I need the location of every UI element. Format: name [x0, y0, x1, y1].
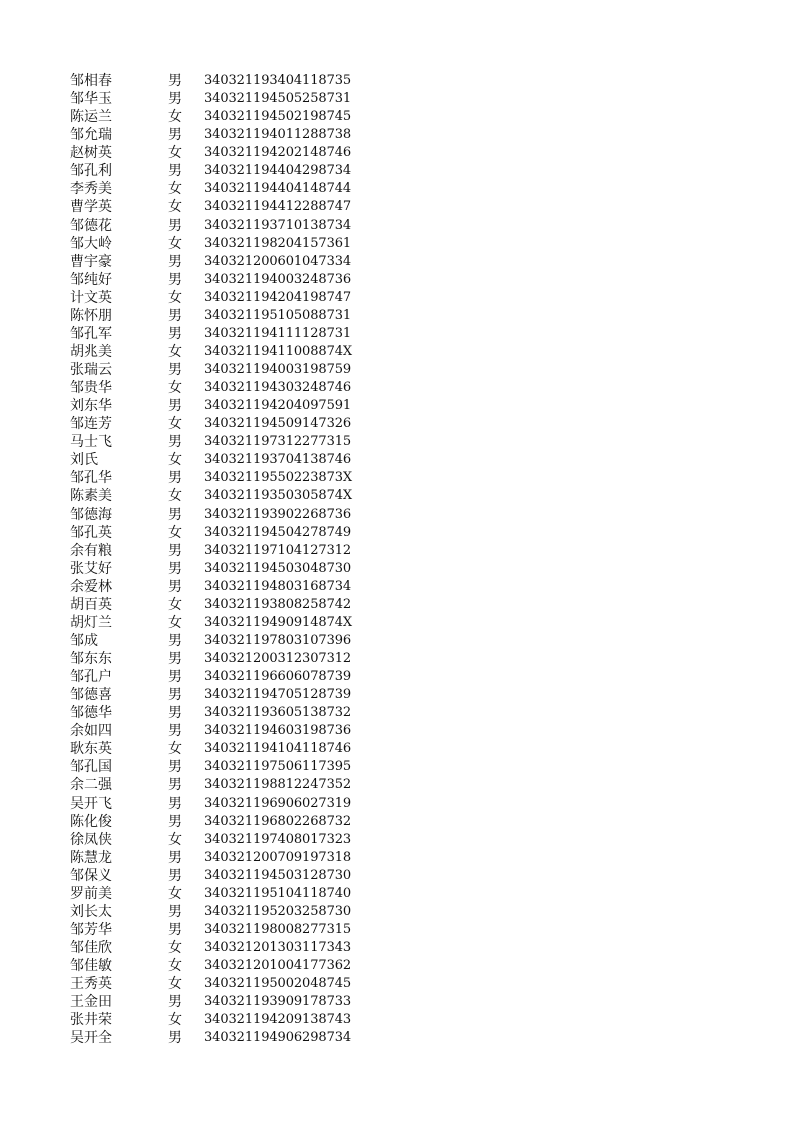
person-row — [70, 469, 352, 487]
person-row — [70, 921, 352, 939]
person-row — [70, 903, 352, 921]
person-id-number: 340321194502198745 — [204, 109, 352, 125]
person-row — [70, 271, 352, 289]
person-gender: 女 — [168, 958, 182, 975]
person-name: 邹大岭 — [70, 235, 112, 252]
person-row — [70, 217, 352, 235]
person-id-number: 340321194111128731 — [204, 325, 352, 341]
person-name: 余爱林 — [70, 578, 112, 595]
person-id-number: 340321194202148746 — [204, 145, 352, 161]
person-row — [70, 90, 352, 108]
person-name: 刘长太 — [70, 903, 112, 920]
person-id-number: 340321194906298734 — [204, 1030, 352, 1046]
person-name: 邹东东 — [70, 651, 112, 667]
person-name: 邹佳欣 — [70, 940, 112, 956]
person-name: 吴开全 — [70, 1030, 112, 1047]
person-id-number: 340321193605138732 — [204, 705, 352, 721]
person-gender: 女 — [168, 524, 182, 541]
person-gender: 男 — [168, 705, 182, 722]
person-gender: 女 — [168, 614, 182, 631]
person-name: 胡兆美 — [70, 343, 112, 360]
person-name: 邹相春 — [70, 73, 112, 89]
person-id-number: 340321196906027319 — [204, 795, 352, 811]
person-gender: 男 — [168, 307, 182, 324]
person-name: 邹佳敏 — [70, 958, 112, 975]
person-row — [70, 776, 352, 794]
person-id-number: 340321193808258742 — [204, 596, 352, 612]
person-id-number: 340321193404118735 — [204, 73, 352, 88]
person-name: 邹孔户 — [70, 669, 112, 686]
person-row — [70, 831, 352, 849]
person-gender: 女 — [168, 109, 182, 126]
person-id-number: 340321200709197318 — [204, 849, 352, 865]
person-id-number: 340321194505258731 — [204, 91, 352, 107]
person-row — [70, 524, 352, 542]
person-gender: 男 — [168, 506, 182, 523]
person-id-number: 340321195203258730 — [204, 903, 352, 919]
person-gender: 女 — [168, 976, 182, 993]
person-row — [70, 397, 352, 415]
person-gender: 男 — [168, 777, 182, 794]
person-row — [70, 993, 352, 1011]
person-name: 陈化俊 — [70, 813, 112, 830]
person-list — [70, 72, 352, 1047]
person-row — [70, 560, 352, 578]
person-name: 余如四 — [70, 723, 112, 740]
person-id-number: 340321194603198736 — [204, 723, 352, 739]
person-name: 罗前美 — [70, 885, 112, 902]
person-gender: 男 — [168, 849, 182, 866]
person-row — [70, 686, 352, 704]
person-name: 邹允瑞 — [70, 127, 112, 144]
person-gender: 女 — [168, 1012, 182, 1029]
person-id-number: 340321194404148744 — [204, 181, 352, 197]
person-gender: 女 — [168, 831, 182, 848]
person-row — [70, 758, 352, 776]
person-row — [70, 72, 352, 90]
person-name: 张瑞云 — [70, 362, 112, 378]
person-id-number: 34032119550223873X — [204, 470, 353, 486]
person-name: 吴开飞 — [70, 795, 112, 812]
person-id-number: 340321194204097591 — [204, 398, 352, 414]
person-name: 刘氏 — [70, 452, 98, 469]
person-row — [70, 379, 352, 397]
person-name: 邹成 — [70, 632, 98, 649]
person-name: 胡灯兰 — [70, 614, 112, 631]
person-gender: 男 — [168, 127, 182, 144]
person-id-number: 34032119490914874X — [204, 614, 353, 630]
person-name: 王秀英 — [70, 976, 112, 993]
person-name: 李秀美 — [70, 181, 112, 198]
person-gender: 男 — [168, 759, 182, 776]
person-gender: 男 — [168, 253, 182, 270]
person-id-number: 340321193909178733 — [204, 994, 352, 1010]
person-gender: 男 — [168, 271, 182, 288]
person-id-number: 34032119411008874X — [204, 343, 353, 359]
person-id-number: 340321194503048730 — [204, 560, 352, 576]
person-id-number: 340321198204157361 — [204, 235, 352, 251]
person-gender: 男 — [168, 470, 182, 487]
person-row — [70, 198, 352, 216]
person-name: 王金田 — [70, 994, 112, 1011]
person-id-number: 340321196606078739 — [204, 669, 352, 685]
person-gender: 女 — [168, 145, 182, 162]
person-row — [70, 108, 352, 126]
person-row — [70, 650, 352, 668]
person-id-number: 340321194412288747 — [204, 199, 352, 215]
person-gender: 男 — [168, 795, 182, 812]
person-gender: 男 — [168, 398, 182, 415]
person-row — [70, 144, 352, 162]
person-id-number: 340321197312277315 — [204, 434, 352, 450]
person-name: 邹德花 — [70, 217, 112, 234]
person-name: 余二强 — [70, 777, 112, 794]
person-gender: 男 — [168, 434, 182, 451]
person-row — [70, 957, 352, 975]
person-id-number: 340321201303117343 — [204, 940, 352, 955]
person-name: 徐凤侠 — [70, 831, 112, 848]
person-id-number: 340321193704138746 — [204, 452, 352, 468]
person-gender: 男 — [168, 73, 182, 89]
person-id-number: 340321197803107396 — [204, 632, 352, 648]
person-row — [70, 289, 352, 307]
person-gender: 男 — [168, 903, 182, 920]
person-name: 邹孔国 — [70, 759, 112, 776]
person-gender: 男 — [168, 217, 182, 234]
person-id-number: 340321193710138734 — [204, 217, 352, 233]
person-id-number: 340321198812247352 — [204, 777, 352, 793]
person-row — [70, 849, 352, 867]
person-gender: 男 — [168, 1030, 182, 1047]
person-name: 陈运兰 — [70, 109, 112, 126]
person-row — [70, 614, 352, 632]
person-gender: 女 — [168, 596, 182, 613]
person-name: 曹宇豪 — [70, 253, 112, 270]
person-gender: 男 — [168, 91, 182, 108]
person-gender: 女 — [168, 488, 182, 505]
person-gender: 女 — [168, 416, 182, 433]
person-id-number: 340321194803168734 — [204, 578, 352, 594]
person-id-number: 34032119350305874X — [204, 488, 353, 504]
person-row — [70, 487, 352, 505]
person-row — [70, 1029, 352, 1047]
person-id-number: 340321197506117395 — [204, 759, 352, 775]
person-name: 刘东华 — [70, 398, 112, 415]
person-row — [70, 433, 352, 451]
person-gender: 男 — [168, 542, 182, 559]
person-gender: 女 — [168, 235, 182, 252]
person-gender: 女 — [168, 940, 182, 956]
person-id-number: 340321194204198747 — [204, 289, 352, 305]
person-row — [70, 180, 352, 198]
person-gender: 男 — [168, 163, 182, 180]
person-id-number: 340321194003248736 — [204, 271, 352, 287]
person-name: 邹贵华 — [70, 380, 112, 397]
person-gender: 男 — [168, 921, 182, 938]
person-row — [70, 542, 352, 560]
person-row — [70, 506, 352, 524]
person-row — [70, 343, 352, 361]
person-row — [70, 722, 352, 740]
person-row — [70, 307, 352, 325]
person-id-number: 340321194705128739 — [204, 687, 352, 703]
person-id-number: 340321200601047334 — [204, 253, 352, 269]
person-gender: 男 — [168, 669, 182, 686]
person-gender: 女 — [168, 380, 182, 397]
person-id-number: 340321194503128730 — [204, 867, 352, 883]
person-gender: 男 — [168, 632, 182, 649]
person-gender: 男 — [168, 723, 182, 740]
person-name: 曹学英 — [70, 199, 112, 216]
person-id-number: 340321198008277315 — [204, 921, 352, 937]
person-gender: 女 — [168, 343, 182, 360]
person-id-number: 340321201004177362 — [204, 958, 352, 974]
person-name: 马士飞 — [70, 434, 112, 451]
person-name: 陈怀朋 — [70, 307, 112, 324]
person-row — [70, 668, 352, 686]
person-row — [70, 704, 352, 722]
person-row — [70, 975, 352, 993]
person-id-number: 340321194003198759 — [204, 362, 352, 377]
person-name: 邹孔军 — [70, 325, 112, 342]
person-gender: 女 — [168, 181, 182, 198]
person-id-number: 340321194303248746 — [204, 380, 352, 396]
person-gender: 男 — [168, 578, 182, 595]
person-row — [70, 451, 352, 469]
person-id-number: 340321197104127312 — [204, 542, 352, 558]
person-name: 计文英 — [70, 289, 112, 306]
person-gender: 男 — [168, 560, 182, 577]
person-name: 耿东英 — [70, 741, 112, 758]
person-id-number: 340321194104118746 — [204, 741, 352, 757]
person-row — [70, 162, 352, 180]
person-id-number: 340321197408017323 — [204, 831, 352, 847]
person-name: 胡百英 — [70, 596, 112, 613]
person-name: 邹孔利 — [70, 163, 112, 180]
person-name: 邹连芳 — [70, 416, 112, 433]
person-name: 邹纯好 — [70, 271, 112, 288]
person-id-number: 340321195104118740 — [204, 885, 352, 901]
person-row — [70, 939, 352, 957]
person-name: 邹德喜 — [70, 687, 112, 704]
person-name: 邹孔华 — [70, 470, 112, 487]
person-name: 邹孔英 — [70, 524, 112, 541]
person-row — [70, 867, 352, 885]
person-row — [70, 632, 352, 650]
person-gender: 男 — [168, 867, 182, 884]
person-row — [70, 885, 352, 903]
person-gender: 男 — [168, 813, 182, 830]
person-row — [70, 578, 352, 596]
person-id-number: 340321200312307312 — [204, 651, 352, 666]
person-row — [70, 361, 352, 379]
person-name: 邹德华 — [70, 705, 112, 722]
person-id-number: 340321194509147326 — [204, 416, 352, 432]
person-gender: 女 — [168, 885, 182, 902]
person-id-number: 340321196802268732 — [204, 813, 352, 829]
person-row — [70, 325, 352, 343]
person-name: 张井荣 — [70, 1012, 112, 1029]
person-row — [70, 1011, 352, 1029]
person-gender: 女 — [168, 452, 182, 469]
person-row — [70, 596, 352, 614]
person-name: 张艾好 — [70, 560, 112, 577]
person-gender: 女 — [168, 741, 182, 758]
person-row — [70, 415, 352, 433]
person-id-number: 340321195105088731 — [204, 307, 352, 323]
person-name: 邹芳华 — [70, 921, 112, 938]
person-gender: 男 — [168, 362, 182, 378]
person-gender: 男 — [168, 325, 182, 342]
person-name: 余有粮 — [70, 542, 112, 559]
person-name: 陈素美 — [70, 488, 112, 505]
person-id-number: 340321194504278749 — [204, 524, 352, 540]
person-id-number: 340321193902268736 — [204, 506, 352, 522]
person-name: 邹保义 — [70, 867, 112, 884]
person-row — [70, 126, 352, 144]
person-name: 赵树英 — [70, 145, 112, 162]
person-gender: 男 — [168, 687, 182, 704]
person-id-number: 340321194209138743 — [204, 1012, 352, 1028]
person-name: 邹德海 — [70, 506, 112, 523]
person-id-number: 340321194011288738 — [204, 127, 352, 143]
person-name: 邹华玉 — [70, 91, 112, 108]
person-row — [70, 235, 352, 253]
person-row — [70, 813, 352, 831]
person-row — [70, 795, 352, 813]
person-row — [70, 740, 352, 758]
person-id-number: 340321195002048745 — [204, 976, 352, 992]
person-row — [70, 253, 352, 271]
person-id-number: 340321194404298734 — [204, 163, 352, 179]
person-gender: 男 — [168, 651, 182, 667]
person-name: 陈慧龙 — [70, 849, 112, 866]
person-gender: 女 — [168, 289, 182, 306]
person-gender: 男 — [168, 994, 182, 1011]
person-gender: 女 — [168, 199, 182, 216]
